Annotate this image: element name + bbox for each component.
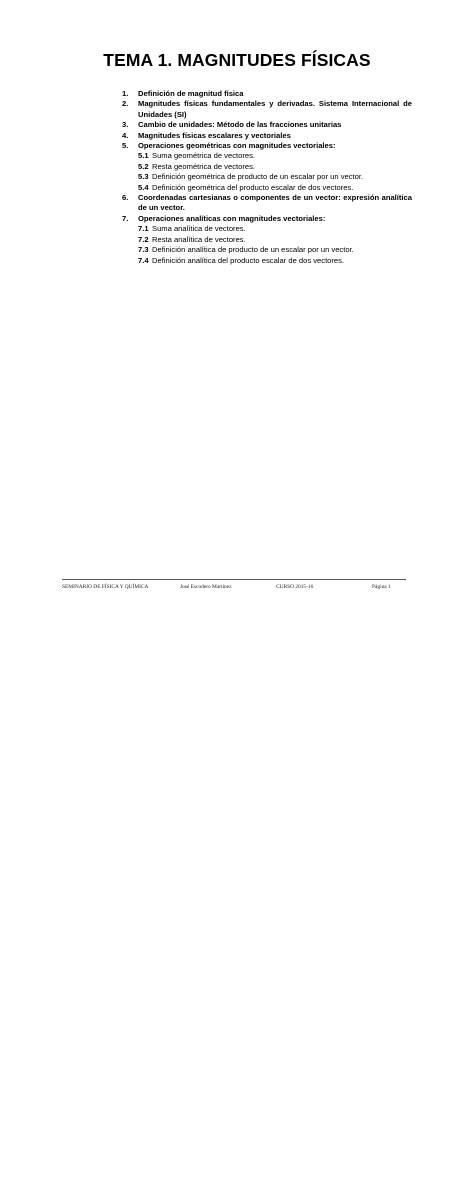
toc-item-number: 3.	[122, 120, 129, 130]
toc-subitem-number: 7.2	[138, 234, 149, 244]
toc-item	[122, 141, 412, 151]
toc-item-number: 2.	[122, 99, 129, 109]
toc-item	[122, 214, 412, 224]
toc-subitem-text: Suma analítica de vectores.	[152, 224, 246, 234]
toc-subitem	[122, 235, 412, 245]
toc-item-text: Operaciones analíticas con magnitudes vectoriales:	[138, 213, 326, 223]
toc-item-text: Magnitudes físicas escalares y vectoriales	[138, 130, 291, 140]
toc-item-number: 6.	[122, 193, 129, 203]
toc-subitem-number: 7.1	[138, 224, 149, 234]
toc-subitem	[122, 256, 412, 266]
toc-subitem-number: 5.2	[138, 161, 149, 171]
toc-subitem-text: Definición analítica del producto escalar de dos vectores.	[152, 255, 345, 265]
toc-item-text: Magnitudes físicas fundamentales y derivadas. Sistema Internacional de Unidades (SI)	[138, 99, 412, 119]
toc-item	[122, 131, 412, 141]
toc-item-text: Cambio de unidades: Método de las fracciones unitarias	[138, 120, 342, 130]
toc-subitem-text: Resta analítica de vectores.	[152, 234, 246, 244]
toc-subitem	[122, 245, 412, 255]
toc-subitem	[122, 224, 412, 234]
toc-item	[122, 99, 412, 120]
toc-subitem-number: 5.1	[138, 151, 149, 161]
toc-item-text: Definición de magnitud física	[138, 89, 244, 98]
toc-item	[122, 89, 412, 99]
toc-subitem-number: 5.3	[138, 172, 149, 182]
toc-item-text: Operaciones geométricas con magnitudes vectoriales:	[138, 141, 336, 151]
toc-subitem-text: Definición analítica de producto de un escalar por un vector.	[152, 245, 354, 255]
toc-item-number: 7.	[122, 213, 129, 223]
toc-item-number: 4.	[122, 130, 129, 140]
toc-subitem-text: Definición geométrica del producto escalar de dos vectores.	[152, 182, 354, 192]
footer-course: CURSO 2015-16	[276, 584, 314, 590]
footer-divider	[62, 579, 406, 580]
toc-subitem	[122, 183, 412, 193]
page-title: TEMA 1. MAGNITUDES FÍSICAS	[103, 50, 371, 70]
toc-subitem	[122, 162, 412, 172]
footer-seminar: SEMINARIO DE FÍSICA Y QUÍMICA	[62, 584, 149, 590]
toc-subitem	[122, 151, 412, 161]
toc-item-number: 5.	[122, 141, 129, 151]
toc-subitem	[122, 172, 412, 182]
toc-subitem-text: Resta geométrica de vectores.	[152, 161, 255, 171]
toc-item-number: 1.	[122, 89, 129, 98]
toc-item	[122, 120, 412, 130]
toc-subitem-text: Suma geométrica de vectores.	[152, 151, 255, 161]
footer-author: José Escudero Martínez	[180, 584, 232, 590]
footer-page-number: Página 1	[372, 584, 391, 590]
toc-subitem-text: Definición geométrica de producto de un escalar por un vector.	[152, 172, 364, 182]
toc-item	[122, 193, 412, 214]
table-of-contents	[122, 89, 412, 266]
toc-item-text: Coordenadas cartesianas o componentes de un vector: expresión analítica de un vector.	[138, 193, 412, 213]
toc-subitem-number: 7.4	[138, 255, 149, 265]
toc-subitem-number: 7.3	[138, 245, 149, 255]
toc-subitem-number: 5.4	[138, 182, 149, 192]
